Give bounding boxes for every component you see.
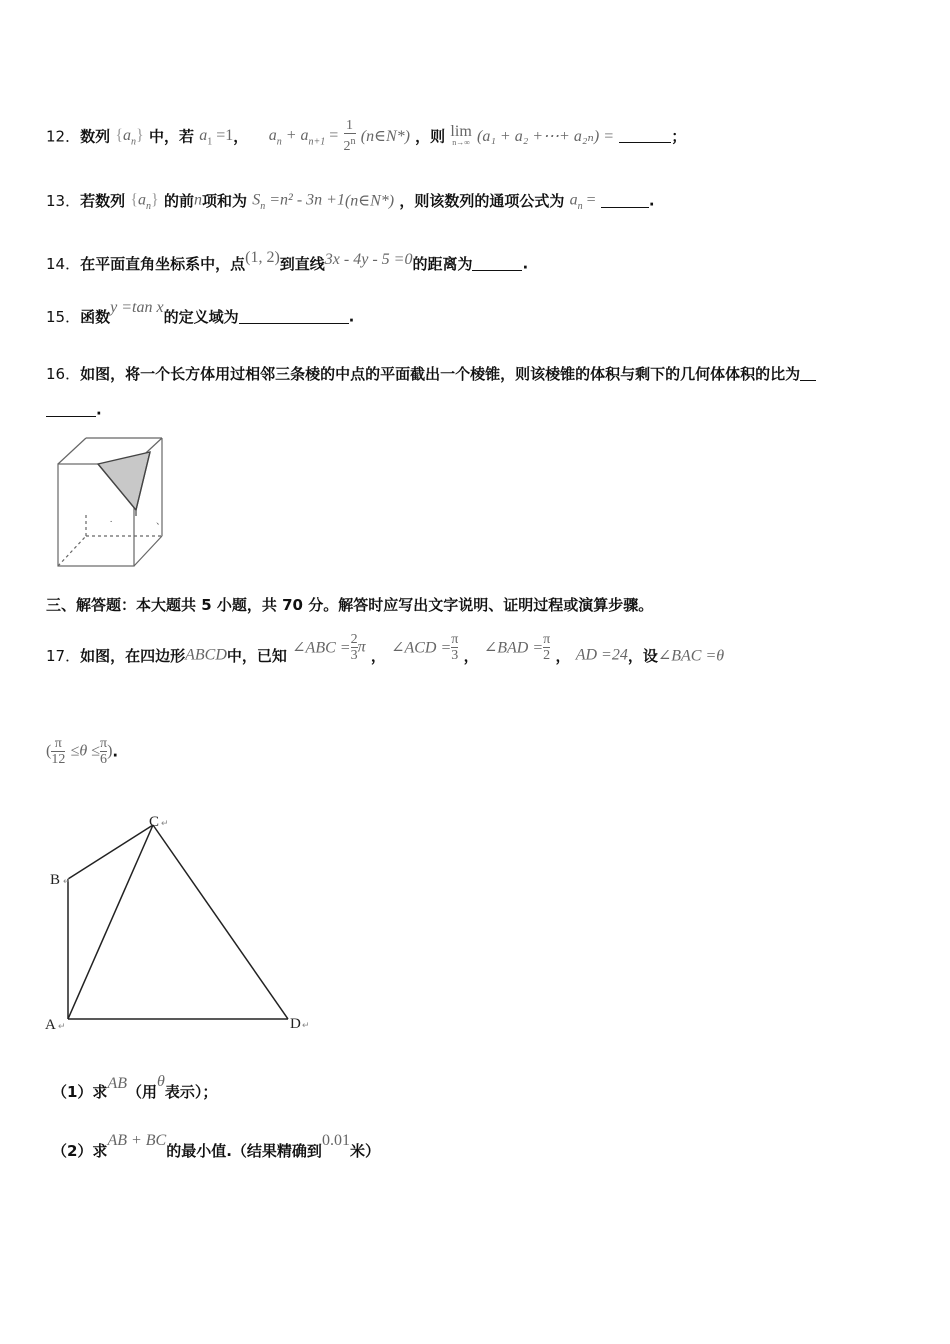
edge-cd — [153, 825, 288, 1019]
svg-text:↵: ↵ — [58, 1021, 66, 1031]
question-16-continued: . — [46, 400, 102, 419]
svg-text:↵: ↵ — [63, 876, 71, 886]
theta-range: ( $\frac{\pi}{12}$ ≤θ ≤ $\frac{\pi}{6}$ ). — [46, 736, 119, 767]
question-15: 15．函数y =tan x的定义域为 . — [46, 298, 355, 326]
answer-blank[interactable] — [601, 193, 649, 208]
cuboid-figure — [50, 434, 170, 574]
fraction: $\frac{1}{2^n}$ — [343, 118, 356, 154]
answer-blank[interactable] — [472, 256, 522, 271]
svg-text:、: 、 — [156, 516, 166, 526]
question-17-part-1: （1）求AB（用θ表示）； — [52, 1072, 218, 1101]
vertex-label-b: B — [50, 872, 61, 888]
limit: lim n→∞ — [450, 122, 472, 147]
question-17-part-2: （2）求AB + BC的最小值.（结果精确到0.01米） — [52, 1131, 380, 1160]
question-16: 16．如图，将一个长方体用过相邻三条棱的中点的平面截出一个棱锥，则该棱锥的体积与剩下的几何体体积的比为 — [46, 363, 816, 384]
vertex-label-d: D — [290, 1016, 301, 1032]
answer-blank[interactable] — [800, 366, 816, 381]
question-14: 14．在平面直角坐标系中，点(1, 2)到直线3x - 4y - 5 =0的距离为 . — [46, 248, 529, 273]
answer-blank[interactable] — [619, 128, 671, 143]
question-12: 12．数列 $\{a_n\}$ 中，若 $a_1 =1$， $a_n + a_{n+1}$ = $\frac{1}{2^n}$ (n∈N*) ，则 lim n→∞ (a₁ + a₂ +⋯+ a₂ₙ) = ； — [46, 118, 687, 154]
svg-text:.: . — [110, 514, 113, 524]
svg-text:↵: ↵ — [302, 1020, 310, 1030]
question-number: 14． — [46, 255, 81, 273]
quadrilateral-figure — [40, 808, 330, 1040]
question-number: 17． — [46, 647, 81, 665]
question-17: 17．如图，在四边形ABCD中，已知 ∠ABC = $\frac{2}{3}$ π ， ∠ACD = $\frac{\pi}{3}$ ， ∠BAD = $\frac{\pi}{2}$ ， AD =24，设∠BAC =θ — [46, 632, 725, 665]
pyramid-cut — [98, 452, 150, 510]
edge-bc — [68, 825, 153, 879]
diagonal-ac — [68, 825, 153, 1019]
vertex-label-a: A — [45, 1017, 56, 1033]
vertex-label-c: C — [149, 814, 160, 830]
section-3-heading: 三、解答题：本大题共 5 小题，共 70 分。解答时应写出文字说明、证明过程或演算步骤。 — [46, 596, 654, 614]
question-number: 16． — [46, 365, 81, 383]
answer-blank-continued[interactable] — [46, 402, 96, 417]
question-number: 13． — [46, 192, 81, 210]
question-13: 13．若数列 $\{a_n\}$ 的前n项和为 $S_n =n^2 - 3n$ +1(n∈N*) ，则该数列的通项公式为 $a_n$ = . — [46, 191, 655, 212]
answer-blank[interactable] — [239, 309, 349, 324]
question-number: 12． — [46, 127, 81, 146]
svg-text:↵: ↵ — [161, 818, 169, 828]
question-number: 15． — [46, 308, 81, 326]
